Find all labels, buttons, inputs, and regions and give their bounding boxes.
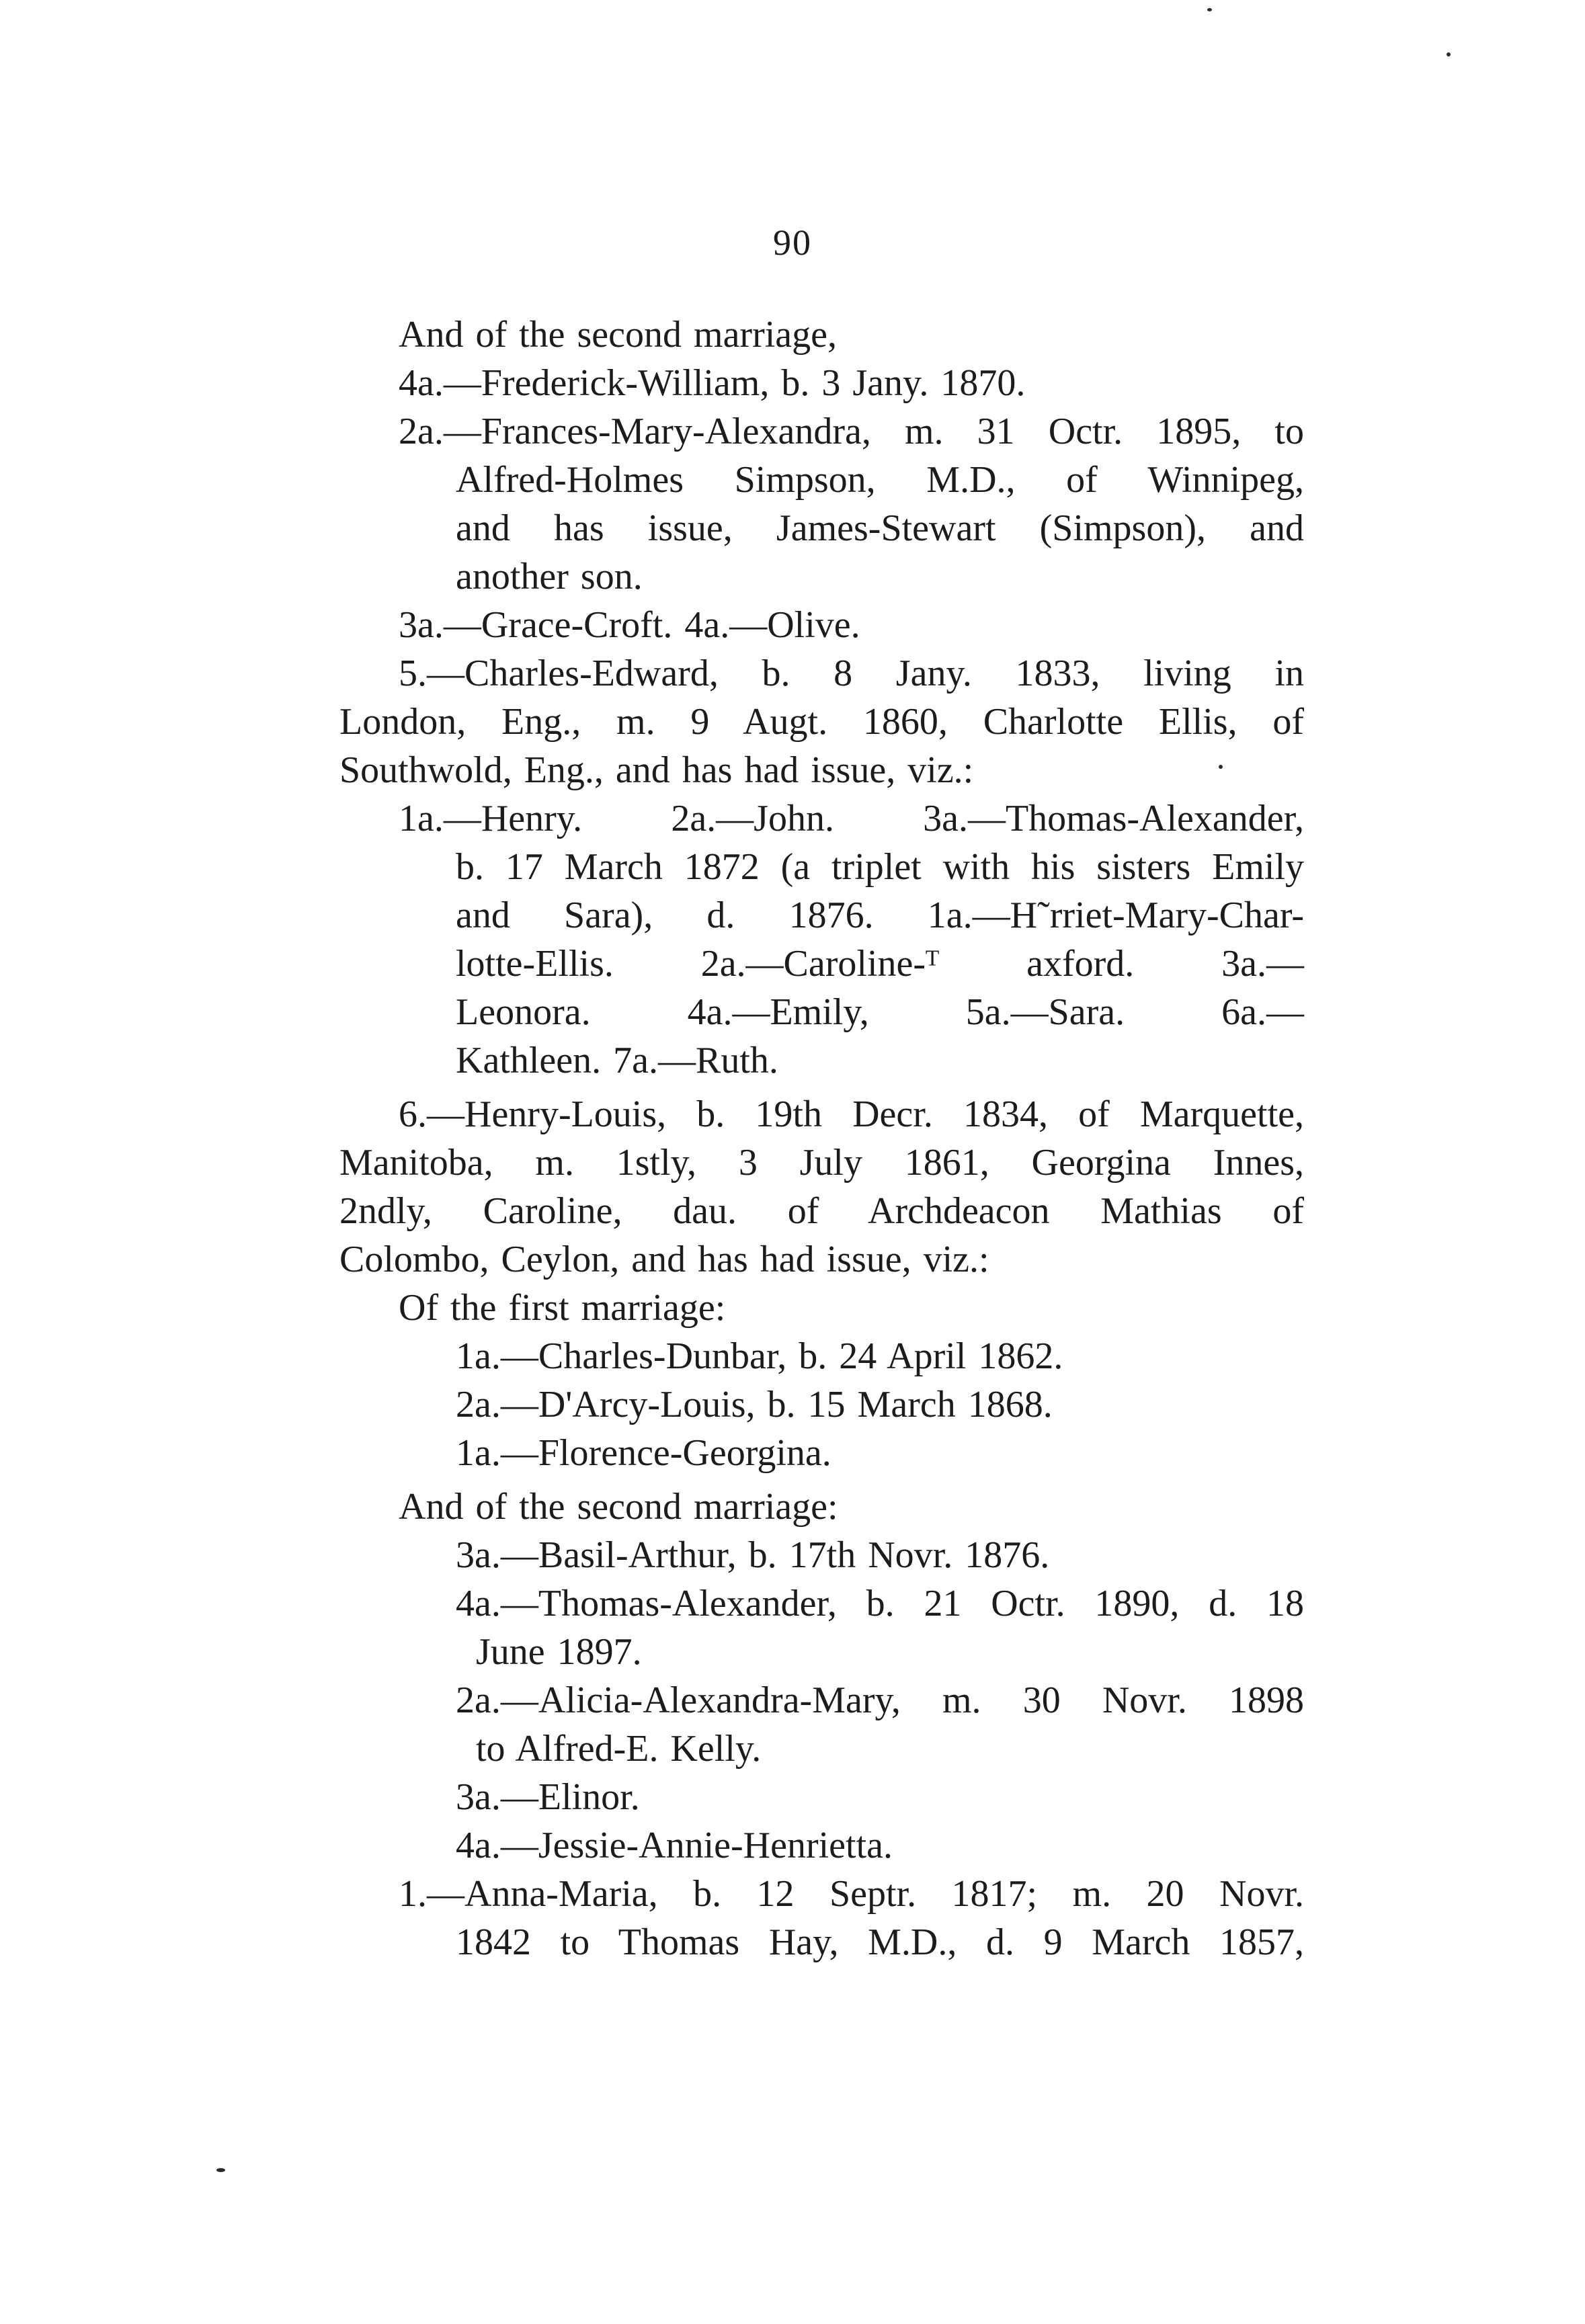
text-line: 1842 to Thomas Hay, M.D., d. 9 March 1857, — [456, 1921, 1304, 1963]
genealogy-text — [339, 310, 1304, 1966]
page-number: 90 — [773, 222, 812, 263]
text-line: And of the second marriage, — [399, 314, 837, 356]
text-line: 1a.—Florence-Georgina. — [456, 1432, 831, 1474]
text-line: Alfred-Holmes Simpson, M.D., of Winnipeg, — [456, 459, 1304, 501]
text-line: Colombo, Ceylon, and has had issue, viz.: — [339, 1239, 989, 1280]
speck — [216, 2168, 225, 2172]
text-line: June 1897. — [476, 1631, 642, 1673]
text-line: 2a.—Frances-Mary-Alexandra, m. 31 Octr. 1895, to — [399, 411, 1304, 452]
text-line: b. 17 March 1872 (a triplet with his sisters Emily — [456, 846, 1304, 888]
text-line: 1a.—Henry. 2a.—John. 3a.—Thomas-Alexander, — [399, 798, 1304, 839]
text-line: 1a.—Charles-Dunbar, b. 24 April 1862. — [456, 1335, 1063, 1377]
text-line: lotte-Ellis. 2a.—Caroline-ᵀ axford. 3a.— — [456, 943, 1304, 985]
text-line: 2a.—Alicia-Alexandra-Mary, m. 30 Novr. 1898 — [456, 1679, 1304, 1721]
text-line: 3a.—Basil-Arthur, b. 17th Novr. 1876. — [456, 1534, 1050, 1576]
text-line: 3a.—Grace-Croft. 4a.—Olive. — [399, 604, 860, 646]
text-line: 2ndly, Caroline, dau. of Archdeacon Mathias of — [339, 1190, 1304, 1232]
text-line: Manitoba, m. 1stly, 3 July 1861, Georgina Innes, — [339, 1142, 1304, 1184]
speck — [1447, 52, 1451, 56]
text-line: another son. — [456, 556, 643, 597]
text-line: 4a.—Frederick-William, b. 3 Jany. 1870. — [399, 362, 1026, 404]
text-line: and Sara), d. 1876. 1a.—H˜rriet-Mary-Char- — [456, 895, 1304, 936]
speck — [1207, 8, 1212, 11]
text-line: And of the second marriage: — [399, 1486, 838, 1528]
text-line: Of the first marriage: — [399, 1287, 726, 1329]
text-line: 2a.—D'Arcy-Louis, b. 15 March 1868. — [456, 1384, 1053, 1425]
text-line: Southwold, Eng., and has had issue, viz.: — [339, 749, 974, 791]
text-line: 1.—Anna-Maria, b. 12 Septr. 1817; m. 20 Novr. — [399, 1873, 1304, 1915]
text-line: 6.—Henry-Louis, b. 19th Decr. 1834, of Marquette, — [399, 1093, 1304, 1135]
text-line: Kathleen. 7a.—Ruth. — [456, 1040, 778, 1081]
text-line: 5.—Charles-Edward, b. 8 Jany. 1833, living in — [399, 653, 1304, 694]
speck — [1219, 765, 1223, 769]
text-line: London, Eng., m. 9 Augt. 1860, Charlotte Ellis, of — [339, 701, 1304, 743]
text-line: Leonora. 4a.—Emily, 5a.—Sara. 6a.— — [456, 991, 1304, 1033]
text-line: to Alfred-E. Kelly. — [476, 1728, 762, 1770]
text-line: 4a.—Thomas-Alexander, b. 21 Octr. 1890, d. 18 — [456, 1583, 1304, 1624]
text-line: and has issue, James-Stewart (Simpson), and — [456, 507, 1304, 549]
text-line: 4a.—Jessie-Annie-Henrietta. — [456, 1825, 893, 1866]
text-line: 3a.—Elinor. — [456, 1776, 640, 1818]
